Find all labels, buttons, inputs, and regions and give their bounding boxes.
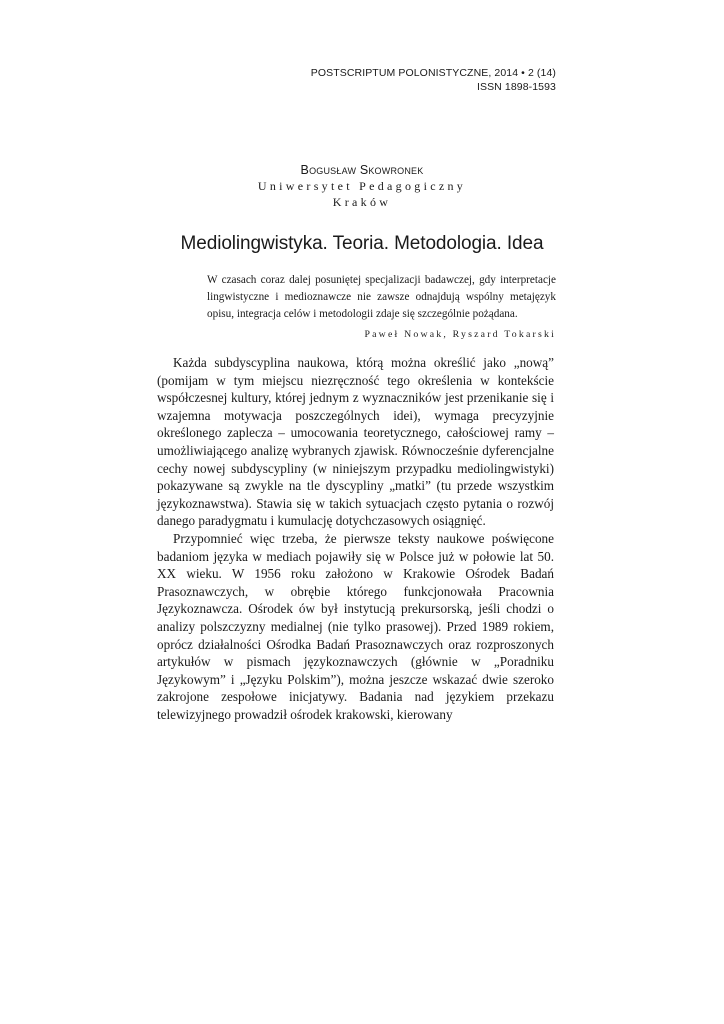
article-title: Mediolingwistyka. Teoria. Metodologia. Idea — [180, 233, 544, 254]
author-city: Kraków — [332, 195, 392, 209]
body-paragraph: Każda subdyscyplina naukowa, którą można określić jako „nową” (pomijam w tym miejscu niezręczność tego określenia w kontekście współczesnej kultury, której jednym z wyznaczników jest przenikanie się i wzajemna motywacja poszczególnych idei), wymaga precyzyjnie określonego zaplecza – umocowania teoretycznego, całościowej ramy – umożliwiającego analizę wybranych zjawisk. Równocześnie dyferencjalne cechy nowej subdyscypliny (w niniejszym przypadku mediolingwistyki) pokazywane są zwykle na tle dyscypliny „matki” (tu przede wszystkim językoznawstwa). Stawia się w takich sytuacjach często pytania o rozwój danego paradygmatu i kumulację dotychczasowych osiągnięć. — [157, 355, 554, 529]
author-block — [0, 162, 724, 210]
issn-line: ISSN 1898-1593 — [476, 81, 556, 93]
epigraph-source: Paweł Nowak, Ryszard Tokarski — [364, 329, 556, 340]
author-affiliation: Uniwersytet Pedagogiczny — [257, 179, 467, 193]
author-name: Bogusław Skowronek — [300, 163, 424, 177]
journal-header — [311, 66, 556, 94]
epigraph-text: W czasach coraz dalej posuniętej specjalizacji badawczej, gdy interpretacje lingwistyczne i medioznawcze nie zawsze odnajdują wspólny metajęzyk opisu, integracja celów i metodologii zdaje się szczególnie pożądana. — [207, 274, 556, 320]
body-paragraph: Przypomnieć więc trzeba, że pierwsze teksty naukowe poświęcone badaniom języka w mediach pojawiły się w Polsce już w połowie lat 50. XX wieku. W 1956 roku założono w Krakowie Ośrodek Badań Prasoznawczych, w obrębie którego funkcjonowała Pracownia Językoznawcza. Ośrodek ów był instytucją prekursorską, jeśli chodzi o analizy polszczyzny medialnej (nie tylko prasowej). Przed 1989 rokiem, oprócz działalności Ośrodka Badań Prasoznawczych oraz rozproszonych artykułów w pismach językoznawczych (głównie w „Poradniku Językowym” i „Języku Polskim”), można jeszcze wskazać dwie szeroko zakrojone zespołowe inicjatywy. Badania nad językiem przekazu telewizyjnego prowadził ośrodek krakowski, kierowany — [157, 530, 554, 722]
article-body — [157, 354, 554, 723]
journal-title-line: POSTSCRIPTUM POLONISTYCZNE, 2014 • 2 (14) — [310, 67, 556, 79]
